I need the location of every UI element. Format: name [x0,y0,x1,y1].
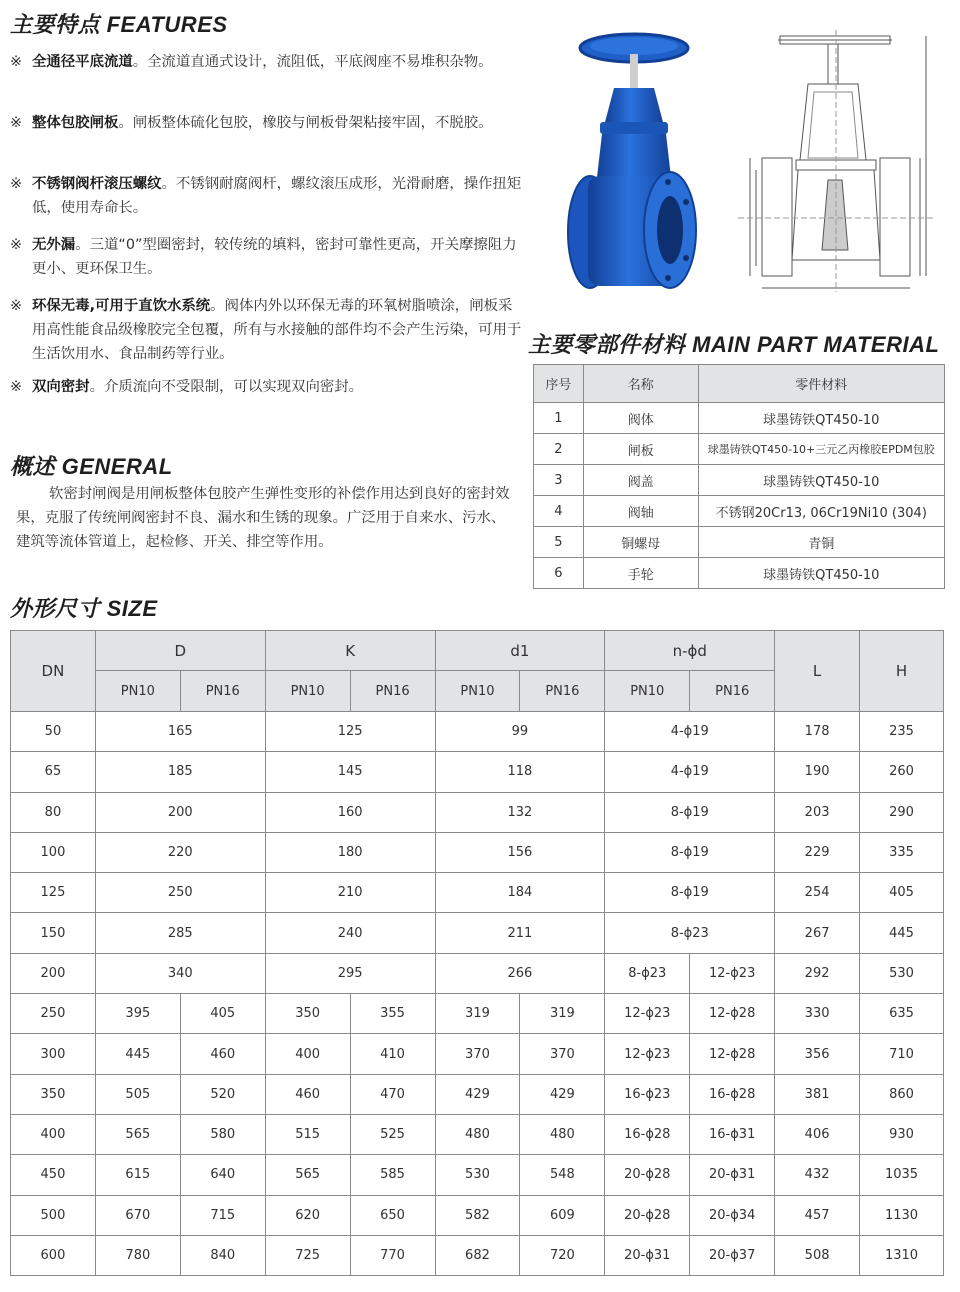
cell: 12-ϕ28 [690,994,775,1034]
col-header-d: D [95,631,265,671]
sub-header-pn16: PN16 [350,671,435,712]
cell: 640 [180,1155,265,1195]
feature-item [10,111,522,135]
cell: 1 [534,403,584,434]
table-row [534,558,945,589]
table-row [11,1034,944,1074]
cell: 840 [180,1235,265,1275]
cell: 330 [775,994,860,1034]
cell: 370 [435,1034,520,1074]
cell: 254 [775,873,860,913]
feature-item [10,172,522,220]
cell: 682 [435,1235,520,1275]
material-table [533,364,945,589]
cell: 99 [435,712,605,752]
cell: 715 [180,1195,265,1235]
cell: 565 [265,1155,350,1195]
sub-header-pn10: PN10 [435,671,520,712]
cell: 381 [775,1074,860,1114]
cell: 青铜 [698,527,944,558]
col-header-l: L [775,631,860,712]
cell: 16-ϕ28 [690,1074,775,1114]
cell: 405 [860,873,944,913]
feature-text: 。介质流向不受限制，可以实现双向密封。 [89,379,364,395]
cell: 350 [11,1074,96,1114]
cell: 240 [265,913,435,953]
feature-lead: 无外漏 [32,237,76,253]
cell: 520 [180,1074,265,1114]
feature-lead: 不锈钢阀杆滚压螺纹 [32,176,162,192]
feature-lead: 全通径平底流道 [32,54,133,70]
cell: 410 [350,1034,435,1074]
feature-item [10,233,522,281]
cell: 160 [265,792,435,832]
general-heading: 概述 GENERAL [10,454,173,479]
cell: 319 [520,994,605,1034]
cell: 335 [860,832,944,872]
feature-text: 。全流道直通式设计，流阻低，平底阀座不易堆积杂物。 [132,54,493,70]
cell: 370 [520,1034,605,1074]
cell: 203 [775,792,860,832]
cell: 500 [11,1195,96,1235]
cell: 525 [350,1114,435,1154]
feature-text: 。三道“0”型圈密封，较传统的填料，密封可靠性更高，开关摩擦阻力更小、更环保卫生。 [32,237,517,277]
cell: 80 [11,792,96,832]
cell: 闸板 [583,434,698,465]
cell: 235 [860,712,944,752]
general-paragraph: 软密封闸阀是用闸板整体包胶产生弹性变形的补偿作用达到良好的密封效果，克服了传统闸阀密封不良、漏水和生锈的现象。广泛用于自来水、污水、建筑等流体管道上，起检修、开关、排空等作用。 [16,486,510,550]
table-row [11,994,944,1034]
cell: 720 [520,1235,605,1275]
cell: 565 [95,1114,180,1154]
col-header-material: 零件材料 [698,365,944,403]
table-row [11,913,944,953]
cell: 8-ϕ23 [605,953,690,993]
cell: 470 [350,1074,435,1114]
cell: 319 [435,994,520,1034]
table-row [11,792,944,832]
cell: 20-ϕ28 [605,1155,690,1195]
cell: 480 [520,1114,605,1154]
table-row [534,434,945,465]
cell: 548 [520,1155,605,1195]
cell: 229 [775,832,860,872]
cell: 211 [435,913,605,953]
feature-lead: 双向密封 [32,379,90,395]
size-table [10,630,944,1276]
cell: 190 [775,752,860,792]
cell: 295 [265,953,435,993]
cell: 145 [265,752,435,792]
cell: 585 [350,1155,435,1195]
cell: 635 [860,994,944,1034]
table-row [11,712,944,752]
col-header-h: H [860,631,944,712]
cell: 429 [435,1074,520,1114]
cell: 210 [265,873,435,913]
cell: 阀盖 [583,465,698,496]
cell: 250 [11,994,96,1034]
cell: 118 [435,752,605,792]
cell: 20-ϕ37 [690,1235,775,1275]
cell: 285 [95,913,265,953]
cell: 16-ϕ31 [690,1114,775,1154]
cell: 292 [775,953,860,993]
table-row [534,496,945,527]
cell: 阀轴 [583,496,698,527]
cell: 20-ϕ31 [690,1155,775,1195]
table-row [534,527,945,558]
cell: 12-ϕ23 [690,953,775,993]
cell: 1130 [860,1195,944,1235]
cell: 355 [350,994,435,1034]
sub-header-pn10: PN10 [605,671,690,712]
cell: 178 [775,712,860,752]
cell: 445 [95,1034,180,1074]
cell: 770 [350,1235,435,1275]
col-header-n-phi-d: n-ϕd [605,631,775,671]
cell: 340 [95,953,265,993]
feature-text: 。阀体内外以环保无毒的环氧树脂喷涂，闸板采用高性能食品级橡胶完全包覆，所有与水接触的部件均不会产生污染，可用于生活饮用水、食品制药等行业。 [32,298,522,362]
cell: 725 [265,1235,350,1275]
cell: 267 [775,913,860,953]
reference-mark: ※ [10,54,23,70]
feature-item [10,294,522,366]
cell: 457 [775,1195,860,1235]
cell: 250 [95,873,265,913]
cell: 300 [11,1034,96,1074]
cell: 4 [534,496,584,527]
col-header-d1: d1 [435,631,605,671]
cell: 3 [534,465,584,496]
material-heading: 主要零部件材料 MAIN PART MATERIAL [528,332,940,357]
cell: 165 [95,712,265,752]
cell: 12-ϕ23 [605,994,690,1034]
cell: 4-ϕ19 [605,712,775,752]
cell: 480 [435,1114,520,1154]
cell: 球墨铸铁QT450-10 [698,403,944,434]
cell: 609 [520,1195,605,1235]
feature-lead: 整体包胶闸板 [32,115,119,131]
cell: 930 [860,1114,944,1154]
cell: 350 [265,994,350,1034]
cell: 阀体 [583,403,698,434]
features-heading: 主要特点 FEATURES [10,12,228,37]
cell: 290 [860,792,944,832]
cell: 4-ϕ19 [605,752,775,792]
cell: 5 [534,527,584,558]
cell: 710 [860,1034,944,1074]
feature-text: 。闸板整体硫化包胶，橡胶与闸板骨架粘接牢固，不脱胶。 [118,115,493,131]
cell: 432 [775,1155,860,1195]
table-row [11,953,944,993]
cell: 445 [860,913,944,953]
cell: 20-ϕ34 [690,1195,775,1235]
reference-mark: ※ [10,237,23,253]
feature-lead: 环保无毒,可用于直饮水系统 [32,298,211,314]
cell: 860 [860,1074,944,1114]
cell: 460 [180,1034,265,1074]
cell: 400 [11,1114,96,1154]
col-header-name: 名称 [583,365,698,403]
cell: 8-ϕ19 [605,832,775,872]
table-row [11,1235,944,1275]
cell: 200 [11,953,96,993]
cell: 405 [180,994,265,1034]
feature-text: 。不锈钢耐腐阀杆，螺纹滚压成形，光滑耐磨，操作扭矩低，使用寿命长。 [32,176,522,216]
cell: 手轮 [583,558,698,589]
cell: 50 [11,712,96,752]
cell: 460 [265,1074,350,1114]
cell: 12-ϕ23 [605,1034,690,1074]
cell: 125 [265,712,435,752]
cell: 620 [265,1195,350,1235]
cell: 780 [95,1235,180,1275]
cell: 8-ϕ19 [605,792,775,832]
sub-header-pn16: PN16 [520,671,605,712]
table-row [11,1155,944,1195]
cell: 450 [11,1155,96,1195]
cell: 200 [95,792,265,832]
table-row [11,1195,944,1235]
col-header-dn: DN [11,631,96,712]
gate-valve-section-drawing [738,30,934,292]
cell: 260 [860,752,944,792]
table-row [11,873,944,913]
cell: 150 [11,913,96,953]
cell: 20-ϕ28 [605,1195,690,1235]
cell: 220 [95,832,265,872]
cell: 16-ϕ23 [605,1074,690,1114]
cell: 8-ϕ19 [605,873,775,913]
cell: 650 [350,1195,435,1235]
cell: 508 [775,1235,860,1275]
size-heading: 外形尺寸 SIZE [10,596,158,621]
cell: 球墨铸铁QT450-10 [698,558,944,589]
reference-mark: ※ [10,176,23,192]
cell: 12-ϕ28 [690,1034,775,1074]
cell: 615 [95,1155,180,1195]
feature-item [10,50,522,74]
cell: 1310 [860,1235,944,1275]
cell: 65 [11,752,96,792]
table-row [11,1114,944,1154]
cell: 185 [95,752,265,792]
cell: 530 [860,953,944,993]
cell: 429 [520,1074,605,1114]
cell: 580 [180,1114,265,1154]
cell: 180 [265,832,435,872]
feature-item [10,375,522,399]
cell: 356 [775,1034,860,1074]
cell: 582 [435,1195,520,1235]
cell: 184 [435,873,605,913]
cell: 505 [95,1074,180,1114]
cell: 125 [11,873,96,913]
cell: 266 [435,953,605,993]
table-row [534,403,945,434]
cell: 2 [534,434,584,465]
cell: 不锈钢20Cr13, 06Cr19Ni10 (304) [698,496,944,527]
cell: 球墨铸铁QT450-10 [698,465,944,496]
cell: 515 [265,1114,350,1154]
reference-mark: ※ [10,379,23,395]
cell: 132 [435,792,605,832]
cell: 8-ϕ23 [605,913,775,953]
cell: 球墨铸铁QT450-10+三元乙丙橡胶EPDM包胶 [698,434,944,465]
gate-valve-photo [560,26,700,290]
sub-header-pn10: PN10 [95,671,180,712]
cell: 670 [95,1195,180,1235]
cell: 400 [265,1034,350,1074]
cell: 100 [11,832,96,872]
cell: 6 [534,558,584,589]
cell: 1035 [860,1155,944,1195]
cell: 156 [435,832,605,872]
sub-header-pn10: PN10 [265,671,350,712]
table-row [11,1074,944,1114]
table-row [11,832,944,872]
cell: 530 [435,1155,520,1195]
reference-mark: ※ [10,298,23,314]
col-header-k: K [265,631,435,671]
col-header-index: 序号 [534,365,584,403]
cell: 395 [95,994,180,1034]
sub-header-pn16: PN16 [180,671,265,712]
reference-mark: ※ [10,115,23,131]
cell: 铜螺母 [583,527,698,558]
table-row [534,465,945,496]
cell: 16-ϕ28 [605,1114,690,1154]
sub-header-pn16: PN16 [690,671,775,712]
cell: 600 [11,1235,96,1275]
cell: 20-ϕ31 [605,1235,690,1275]
cell: 406 [775,1114,860,1154]
table-row [11,752,944,792]
